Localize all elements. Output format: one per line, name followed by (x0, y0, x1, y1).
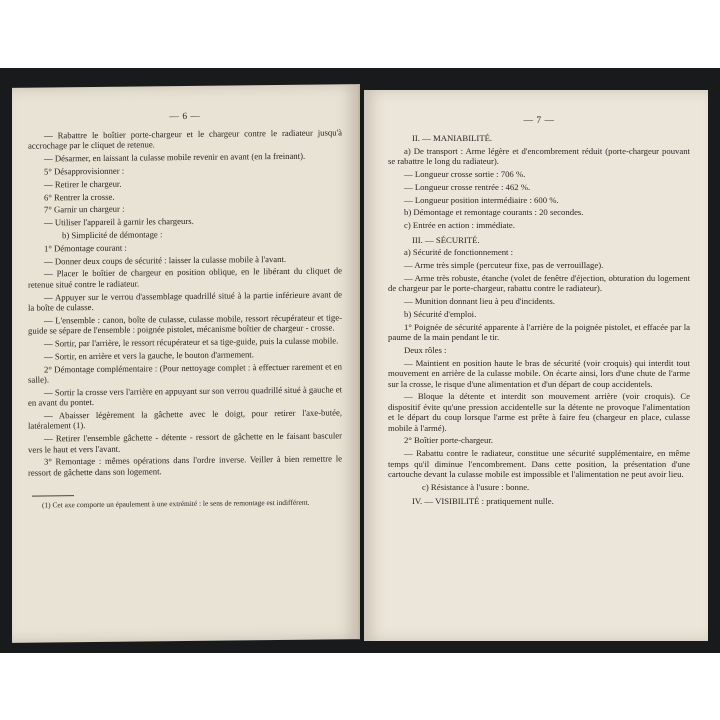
paragraph: 1° Démontage courant : (44, 242, 127, 254)
paragraph: a) De transport : Arme légère et d'encombrement réduit (porte-chargeur pouvant se rabattre le long du radiateur). (388, 145, 690, 167)
paragraph: a) Sécurité de fonctionnement : (404, 247, 514, 258)
section-heading: IV. — VISIBILITÉ : pratiquement nulle. (412, 496, 554, 507)
paragraph: 3° Remontage : mêmes opérations dans l'ordre inverse. Veiller à bien remettre le ressort de gâchette dans son logement. (28, 453, 342, 478)
paragraph: — Retirer le chargeur. (44, 178, 122, 190)
paragraph: b) Démontage et remontage courants : 20 secondes. (404, 207, 584, 218)
paragraph: — Abaisser légèrement la gâchette avec le doigt, pour retirer l'axe-butée, latéralement (1). (28, 407, 342, 432)
paragraph: — Longueur position intermédiaire : 600 %. (404, 194, 559, 205)
paragraph: — Arme très simple (percuteur fixe, pas de verrouillage). (404, 260, 604, 271)
paragraph: 7° Garnir un chargeur : (44, 204, 125, 215)
paragraph: — Longueur crosse rentrée : 462 %. (404, 181, 531, 192)
paragraph: — Donner deux coups de sécurité : laisser la culasse mobile à l'avant. (44, 253, 287, 267)
paragraph: c) Résistance à l'usure : bonne. (422, 481, 530, 492)
section-heading: III. — SÉCURITÉ. (412, 234, 480, 245)
paragraph: — Longueur crosse sortie : 706 %. (404, 169, 526, 179)
paragraph: — Arme très robuste, étanche (volet de fenêtre d'éjection, obturation du logement de chargeur par le porte-chargeur, rabattu contre le radiateur). (388, 272, 690, 294)
page-number: — 7 — (523, 116, 555, 126)
left-page (12, 84, 360, 643)
paragraph: b) Sécurité d'emploi. (404, 308, 477, 319)
paragraph: — L'ensemble : canon, boîte de culasse, culasse mobile, ressort récupérateur et tige-guide se sépare de l'ensemble : poignée pistolet, mécanisme boîtier de chargeur - crosse. (28, 312, 342, 336)
paragraph: — Munition donnant lieu à peu d'incidents. (404, 296, 555, 307)
paragraph: — Désarmer, en laissant la culasse mobile revenir en avant (en la freinant). (44, 150, 306, 164)
right-page (364, 90, 708, 641)
section-heading: II. — MANIABILITÉ. (412, 133, 493, 143)
paragraph: 5° Désapprovisionner : (44, 165, 125, 177)
paragraph: — Rabattre le boîtier porte-chargeur et le chargeur contre le radiateur jusqu'à accrochage par le cliquet de retenue. (28, 127, 342, 152)
paragraph: 1° Poignée de sécurité apparente à l'arrière de la poignée pistolet, et effacée par la paume de la main pendant le tir. (388, 321, 690, 343)
footnote: (1) Cet axe comporte un épaulement à une extrémité : le sens de remontage est indifférent. (42, 497, 310, 510)
paragraph: — Sortir la crosse vers l'arrière en appuyant sur son verrou quadrillé situé à gauche et en avant du pontet. (28, 384, 342, 408)
section-heading: b) Simplicité de démontage : (62, 229, 163, 241)
paragraph: Deux rôles : (404, 344, 447, 355)
paragraph: c) Entrée en action : immédiate. (404, 220, 515, 231)
paragraph: — Placer le boîtier de chargeur en position oblique, en le libérant du cliquet de retenue situé contre le radiateur. (28, 265, 342, 290)
paragraph: — Sortir, par l'arrière, le ressort récupérateur et sa tige-guide, puis la culasse mobile. (44, 335, 339, 349)
paragraph: — Sortir, en arrière et vers la gauche, le bouton d'armement. (44, 349, 254, 362)
paragraph: — Utiliser l'appareil à garnir les chargeurs. (44, 216, 194, 228)
paragraph: — Bloque la détente et interdit son mouvement arrière (voir croquis). Ce dispositif évite qu'une pression accidentelle sur la détente ne provoque l'alimentation et le départ du coup lorsque l'arme est prête à faire feu (chargeur en place, culasse mobile à l'armé). (388, 391, 690, 433)
footnote-rule (32, 495, 74, 496)
paragraph: 2° Boîtier porte-chargeur. (404, 435, 493, 446)
paragraph: — Maintient en position haute le bras de sécurité (voir croquis) qui interdit tout mouvement en arrière de la culasse mobile. On écarte ainsi, lors d'une chute de l'arme sur la crosse, le risque d'une alimentation et d'un départ de coup accidentels. (388, 357, 690, 389)
paragraph: — Rabattu contre le radiateur, constitue une sécurité supplémentaire, en même temps qu'il diminue l'encombrement. Dans cette position, la présentation d'une cartouche devant la culasse mobile est impossible et l'alimentation ne peut avoir lieu. (388, 448, 690, 480)
page-number: — 6 — (169, 111, 201, 123)
paragraph: 6° Rentrer la crosse. (44, 191, 115, 203)
paragraph: — Retirer l'ensemble gâchette - détente - ressort de gâchette en le faisant basculer vers le haut et vers l'avant. (28, 430, 342, 455)
paragraph: 2° Démontage complémentaire : (Pour nettoyage complet : à effectuer rarement et en salle). (28, 360, 342, 385)
paragraph: — Appuyer sur le verrou d'assemblage quadrillé situé à la partie inférieure avant de la boîte de culasse. (28, 288, 342, 313)
